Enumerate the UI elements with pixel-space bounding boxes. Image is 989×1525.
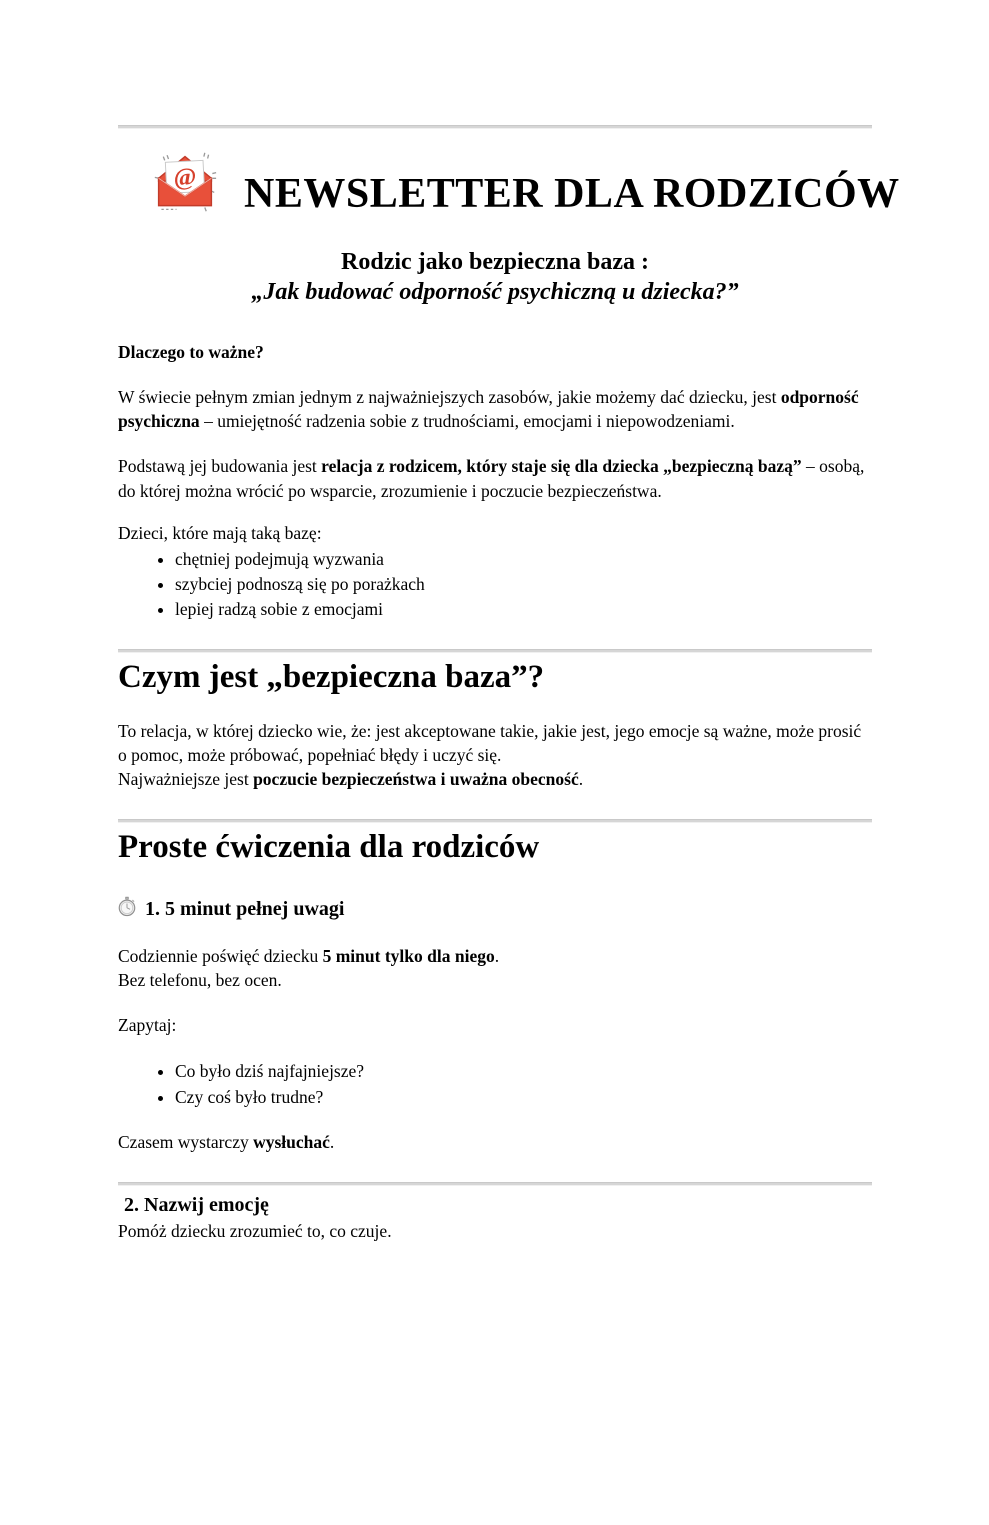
why-list-lead: Dzieci, które mają taką bazę: [118,522,322,543]
list-item: • Czy coś było trudne? [175,1085,872,1109]
section-divider [118,649,872,653]
exercise-1-list [118,1059,872,1108]
subtitle-line-2: „Jak budować odporność psychiczną u dziecka?” [251,279,739,306]
why-paragraph-1 [118,385,872,433]
top-divider [118,125,872,129]
bold-text-segment: odporność psychiczna [118,387,859,432]
exercise-1-closing [118,1130,872,1154]
list-item: • chętniej podejmują wyzwania [175,547,872,571]
svg-text:@: @ [172,163,198,192]
exercise-1-heading [118,896,872,923]
exercise-2-title: 2. Nazwij emocję [124,1193,269,1216]
text-segment: . [494,945,500,966]
bold-text-segment: relacja z rodzicem, który staje się dla dziecka „bezpieczną bazą” [321,456,802,477]
exercise-1-title: 1. 5 minut pełnej uwagi [145,898,345,921]
text-segment: . [329,1131,335,1152]
newsletter-header [152,149,900,217]
text-segment: Podstawą jej budowania jest [118,456,322,477]
newsletter-subtitle [118,247,872,308]
list-item: • lepiej radzą sobie z emocjami [175,597,872,621]
bold-text-segment: wysłuchać [253,1131,330,1152]
subtitle-line-1: Rodzic jako bezpieczna baza : [341,249,649,275]
text-segment: Najważniejsze jest [118,769,254,790]
exercise-1-prompt: Zapytaj: [118,1015,177,1036]
text-segment: Codziennie poświęć dziecku [118,945,323,966]
why-list [118,547,872,621]
exercise-2-paragraph: Pomóż dziecku zrozumieć to, co czuje. [118,1220,392,1241]
why-paragraph-2 [118,454,872,502]
section-divider [118,1182,872,1186]
bold-text-segment: 5 minut tylko dla niego [322,945,495,966]
exercise-1-paragraph [118,944,872,992]
list-item: • Co było dziś najfajniejsze? [175,1059,872,1083]
newsletter-title: NEWSLETTER DLA RODZICÓW [244,171,900,217]
list-item: • szybciej podnoszą się po porażkach [175,572,872,596]
text-segment: Czasem wystarczy [118,1131,254,1152]
text-segment: – osobą, do której można wrócić po wsparcie, zrozumienie i poczucie bezpieczeństwa. [118,456,865,501]
envelope-email-icon [152,149,218,217]
bold-text-segment: poczucie bezpieczeństwa i uważna obecność [253,769,579,790]
base-section-heading: Czym jest „bezpieczna baza”? [118,659,545,696]
text-segment: To relacja, w której dziecko wie, że: jest akceptowane takie, jakie jest, jego emocje są ważne, może prosić o pomoc, może próbować, popełniać błędy i uczyć się. [118,720,862,765]
exercises-section-heading: Proste ćwiczenia dla rodziców [118,829,540,866]
newsletter-page [118,125,900,1243]
base-paragraph [118,719,872,791]
text-segment: – umiejętność radzenia sobie z trudnościami, emocjami i niepowodzeniami. [199,411,735,432]
why-heading: Dlaczego to ważne? [118,341,264,362]
section-divider [118,819,872,823]
text-segment: W świecie pełnym zmian jednym z najważniejszych zasobów, jakie możemy dać dziecku, jest [118,387,781,408]
stopwatch-icon [118,896,136,923]
text-segment: Bez telefonu, bez ocen. [118,970,282,991]
text-segment: . [578,769,584,790]
